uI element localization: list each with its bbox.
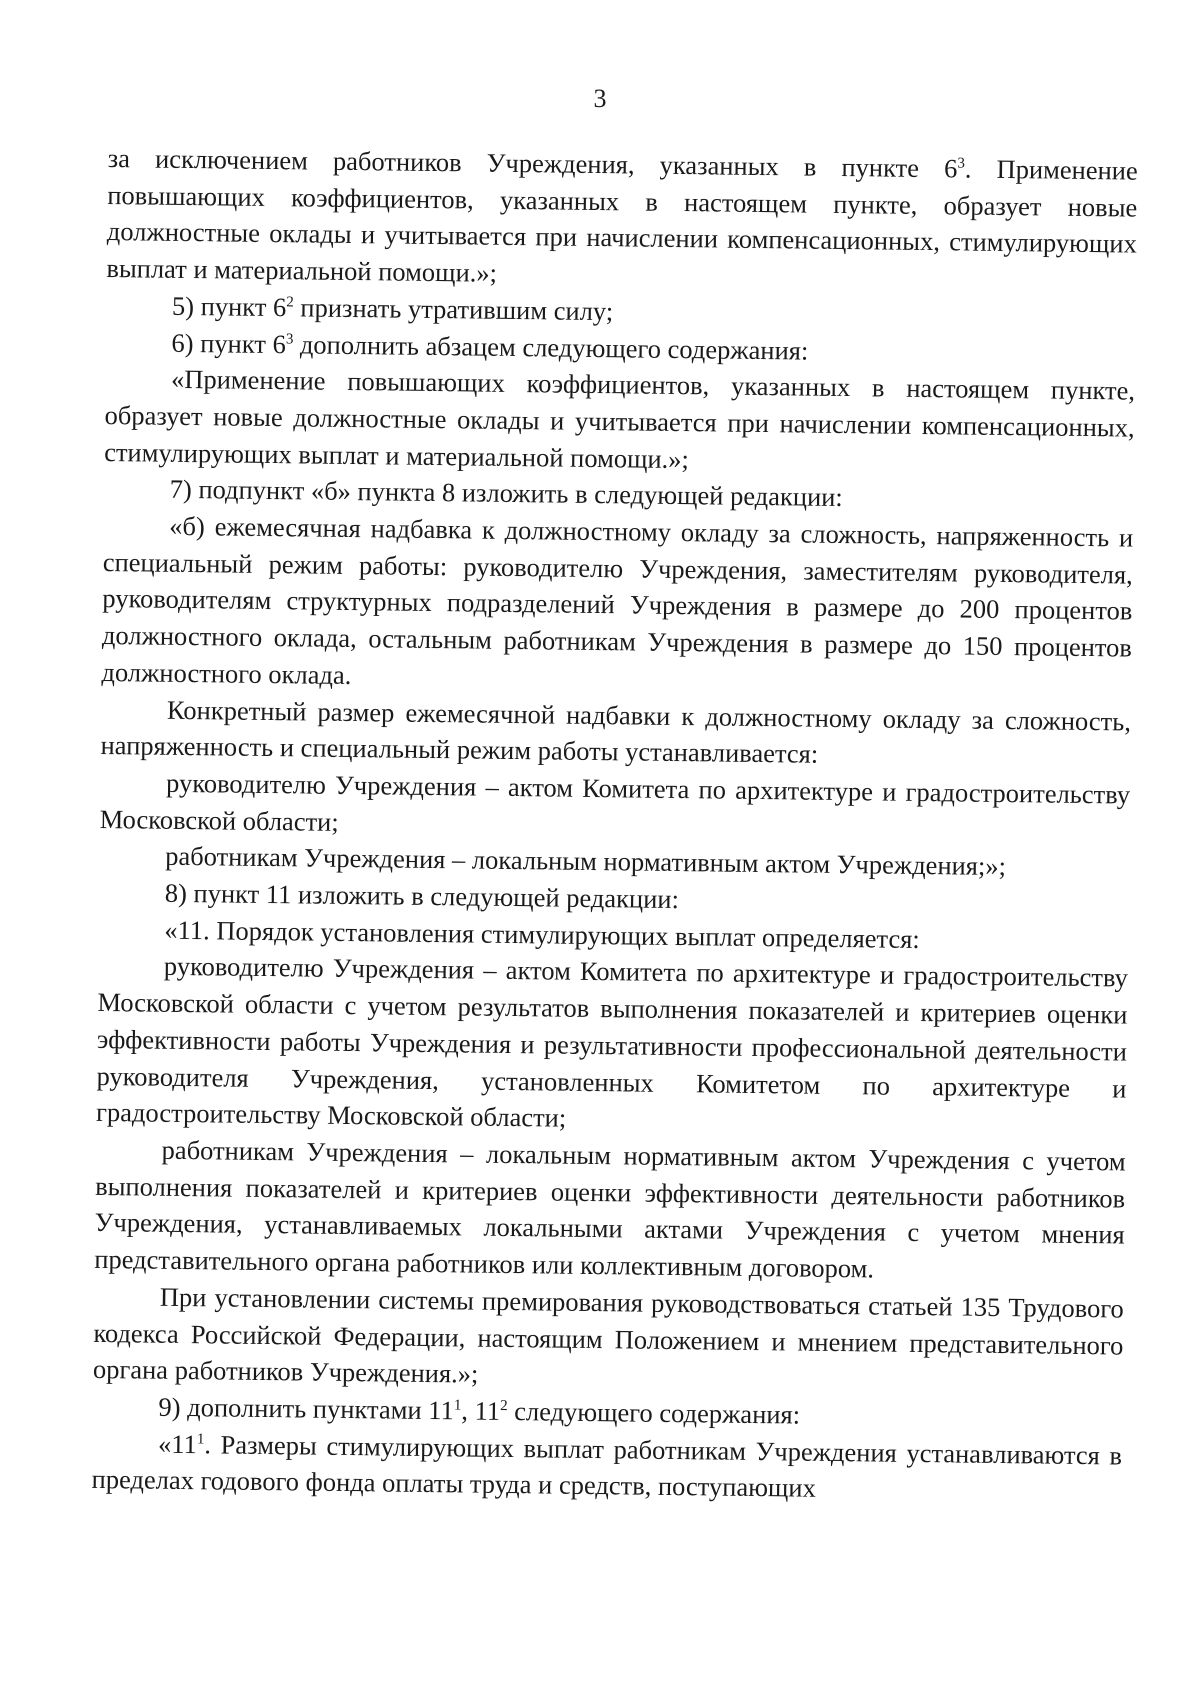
paragraph: Конкретный размер ежемесячной надбавки к должностному окладу за сложность, напряженность и специальный режим работы устанавливается: <box>100 694 1132 769</box>
paragraph: «$11^1$. Размеры стимулирующих выплат работникам Учреждения устанавливаются в пределах годового фонда оплаты труда и средств, поступающих <box>91 1428 1123 1504</box>
paragraph: 8) пункт 11 изложить в следующей редакции: <box>164 877 680 915</box>
paragraph: «11. Порядок установления стимулирующих выплат определяется: <box>164 914 920 954</box>
paragraph: работникам Учреждения – локальным нормативным актом Учреждения;»; <box>165 841 1007 882</box>
paragraph: «б) ежемесячная надбавка к должностному окладу за сложность, напряженность и специальный режим работы: руководителю Учреждения, заместителям руководителя, руководителям структурных подразделений Учреждения в размере до 200 процентов должностного оклада, остальным работникам Учреждения в размере до 150 процентов должностного оклада. <box>101 510 1134 690</box>
paragraph: руководителю Учреждения – актом Комитета по архитектуре и градостроительству Московской области с учетом результатов выполнения показателей и критериев оценки эффективности работы Учреждения и результативности профессиональной деятельности руководителя Учреждения, установленных Комитетом по архитектуре и градостроительству Московской области; <box>95 951 1129 1133</box>
paragraph: 7) подпункт «б» пункта 8 изложить в следующей редакции: <box>169 474 843 513</box>
paragraph: руководителю Учреждения – актом Комитета по архитектуре и градостроительству Московской области; <box>99 767 1131 837</box>
paragraph: 6) пункт $6^3$ дополнить абзацем следующего содержания: <box>171 327 809 366</box>
paragraph: работникам Учреждения – локальным нормативным актом Учреждения с учетом выполнения показателей и критериев оценки эффективности деятельности работников Учреждения, устанавливаемых локальными актами Учреждения с учетом мнения представительного органа работников или коллективным договором. <box>94 1134 1126 1284</box>
paragraph: 5) пункт $6^2$ признать утратившим силу; <box>171 290 614 326</box>
paragraph: «Применение повышающих коэффициентов, указанных в настоящем пункте, образует новые должностные оклады и учитывается при начислении компенсационных, стимулирующих выплат и материальной помощи.»; <box>104 364 1136 474</box>
document-body <box>91 140 1138 1510</box>
page-number: 3 <box>593 84 607 113</box>
paragraph: за исключением работников Учреждения, указанных в пункте $6^3$. Применение повышающих коэффициентов, указанных в настоящем пункте, образует новые должностные оклады и учитывается при начислении компенсационных, стимулирующих выплат и материальной помощи.»; <box>106 142 1138 288</box>
paragraph: При установлении системы премирования руководствоваться статьей 135 Трудового кодекса Российской Федерации, настоящим Положением и мнением представительного органа работников Учреждения.»; <box>92 1281 1124 1389</box>
paragraph: 9) дополнить пунктами $11^1$, $11^2$ следующего содержания: <box>158 1391 801 1430</box>
